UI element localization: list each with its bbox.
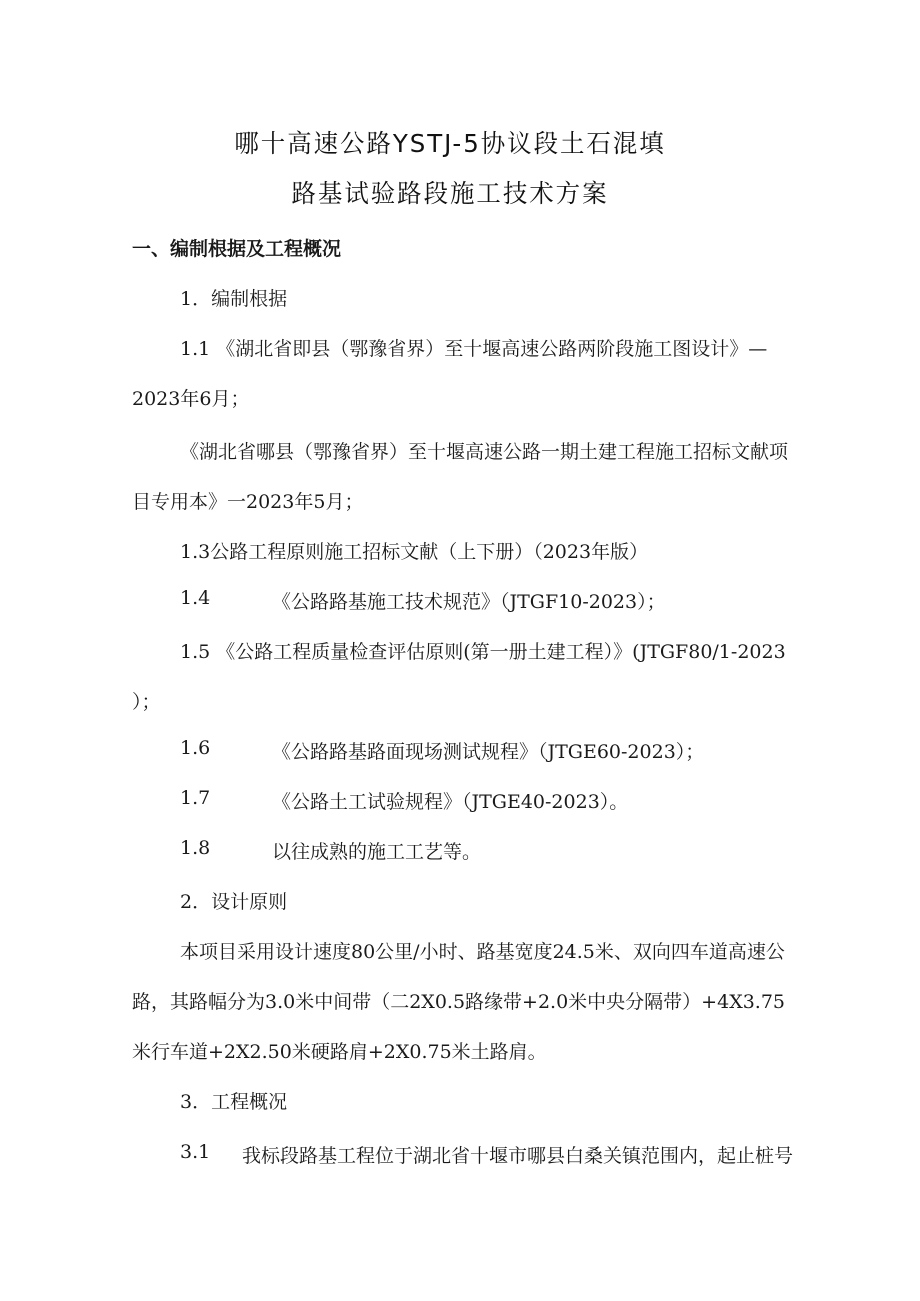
item-1-3: 1.3公路工程原则施工招标文献（上下册）（2023年版） [180, 541, 649, 563]
item-1-8-text: 以往成熟的施工工艺等。 [272, 841, 482, 863]
item-1-8-number: 1.8 [180, 837, 211, 859]
item-1-7-text: 《公路土工试验规程》（JTGE40-2023）。 [272, 791, 629, 813]
design-paragraph-line3: 米行车道+2X2.50米硬路肩+2X0.75米土路肩。 [132, 1041, 547, 1063]
item-1-6-text: 《公路路基路面现场测试规程》（JTGE60-2023）； [272, 741, 705, 763]
overview-text: 我标段路基工程位于湖北省十堰市哪县白桑关镇范围内，起止桩号 [242, 1145, 794, 1167]
item-1-4-text: 《公路路基施工技术规范》（JTGF10-2023）； [272, 591, 666, 613]
document-title-line2: 路基试验路段施工技术方案 [291, 179, 609, 208]
design-paragraph-line2: 路，其路幅分为3.0米中间带（二2X0.5路缘带+2.0米中央分隔带）+4X3.75 [132, 991, 786, 1013]
design-paragraph-line1: 本项目采用设计速度80公里/小时、路基宽度24.5米、双向四车道高速公 [180, 941, 785, 963]
overview-number: 3.1 [180, 1141, 211, 1163]
document-title-line1: 哪十高速公路YSTJ-5协议段土石混填 [234, 129, 666, 158]
sub1-heading: 1．编制根据 [180, 288, 288, 310]
item-1-1-line2: 2023年6月； [132, 388, 250, 410]
sub2-heading: 2．设计原则 [180, 891, 288, 913]
item-1-6-number: 1.6 [180, 737, 211, 759]
item-1-1-line1: 1.1 《湖北省即县（鄂豫省界）至十堰高速公路两阶段施工图设计》— [180, 338, 768, 360]
item-1-2-line2: 目专用本》一2023年5月； [132, 491, 364, 513]
sub3-heading: 3．工程概况 [180, 1091, 288, 1113]
item-1-5-line2: ）； [132, 691, 161, 713]
item-1-7-number: 1.7 [180, 787, 211, 809]
item-1-2-line1: 《湖北省哪县（鄂豫省界）至十堰高速公路一期土建工程施工招标文献项 [180, 441, 789, 463]
item-1-4-number: 1.4 [180, 587, 211, 609]
section1-heading: 一、编制根据及工程概况 [132, 238, 342, 260]
item-1-5-line1: 1.5 《公路工程质量检查评估原则(第一册土建工程）》(JTGF80/1-2023 [180, 641, 786, 663]
